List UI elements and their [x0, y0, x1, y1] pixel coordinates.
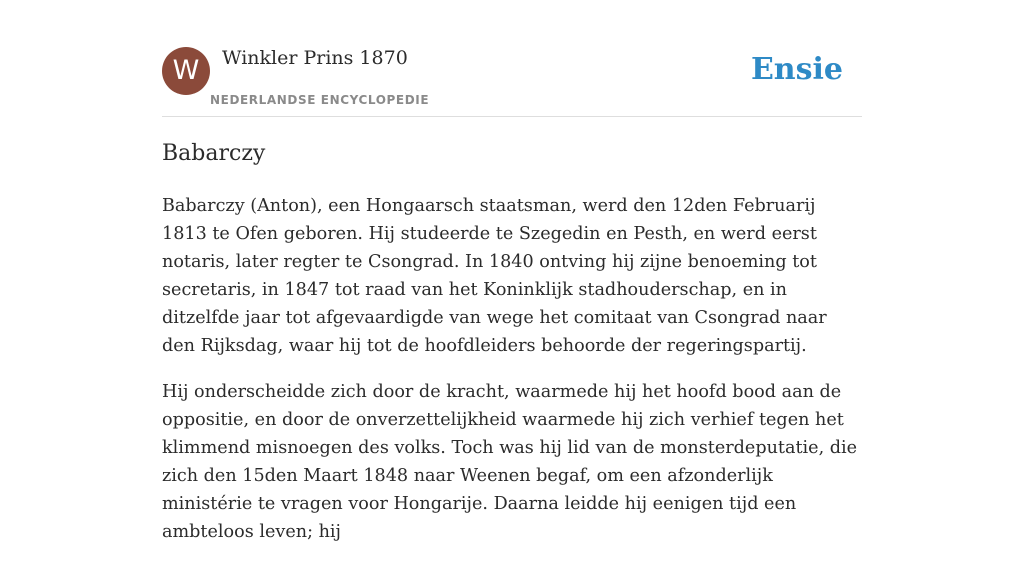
ensie-logo-link[interactable]: Ensie: [750, 52, 843, 87]
article-body: [162, 192, 862, 564]
article-title: Babarczy: [162, 141, 266, 166]
entry-header: [162, 46, 862, 117]
article-paragraph-1: Babarczy (Anton), een Hongaarsch staatsman, werd den 12den Februarij 1813 te Ofen geboren. Hij studeerde te Szegedin en Pesth, en werd eerst notaris, later regter te Csongrad. In 1840 ontving hij zijne benoeming tot secretaris, in 1847 tot raad van het Koninklijk stadhouderschap, en in ditzelfde jaar tot afgevaardigde van wege het comitaat van Csongrad naar den Rijksdag, waar hij tot de hoofdleiders behoorde der regeringspartij.: [162, 196, 827, 356]
article-paragraph-2: Hij onderscheidde zich door de kracht, waarmede hij het hoofd bood aan de oppositie, en door de onverzettelijkheid waarmede hij zich verhief tegen het klimmend misnoegen des volks. Toch was hij lid van de monsterdeputatie, die zich den 15den Maart 1848 naar Weenen begaf, om een afzonderlijk ministérie te vragen voor Hongarije. Daarna leidde hij eenigen tijd een ambteloos leven; hij: [162, 382, 858, 542]
source-title[interactable]: Winkler Prins 1870: [222, 47, 408, 69]
source-subtitle: NEDERLANDSE ENCYCLOPEDIE: [210, 93, 430, 107]
source-avatar[interactable]: W: [162, 47, 210, 95]
